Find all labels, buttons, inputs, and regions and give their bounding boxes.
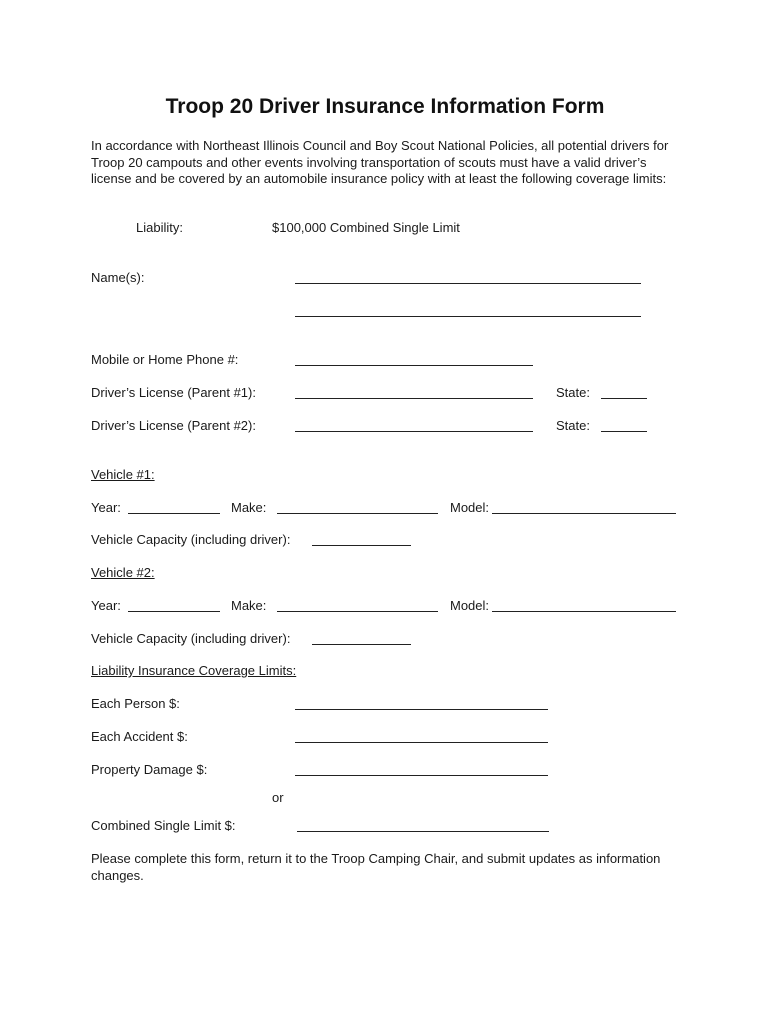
property-damage-line[interactable] bbox=[295, 775, 548, 776]
vehicle1-year-label: Year: bbox=[91, 500, 121, 515]
name-line-2[interactable] bbox=[295, 316, 641, 317]
license2-label: Driver’s License (Parent #2): bbox=[91, 418, 256, 433]
page-title: Troop 20 Driver Insurance Information Form bbox=[165, 95, 605, 118]
footer-instructions: Please complete this form, return it to the Troop Camping Chair, and submit updates as information changes. bbox=[91, 851, 661, 883]
or-label: or bbox=[272, 790, 284, 805]
license1-label: Driver’s License (Parent #1): bbox=[91, 385, 256, 400]
vehicle1-make-line[interactable] bbox=[277, 513, 438, 514]
license2-state-line[interactable] bbox=[601, 431, 647, 432]
license1-line[interactable] bbox=[295, 398, 533, 399]
phone-label: Mobile or Home Phone #: bbox=[91, 352, 239, 367]
vehicle1-heading: Vehicle #1: bbox=[91, 467, 155, 482]
coverage-heading: Liability Insurance Coverage Limits: bbox=[91, 663, 297, 678]
vehicle2-model-line[interactable] bbox=[492, 611, 676, 612]
vehicle1-model-line[interactable] bbox=[492, 513, 676, 514]
vehicle2-year-label: Year: bbox=[91, 598, 121, 613]
license2-state-label: State: bbox=[556, 418, 590, 433]
vehicle1-make-label: Make: bbox=[231, 500, 267, 515]
vehicle1-year-line[interactable] bbox=[128, 513, 220, 514]
name-line-1[interactable] bbox=[295, 283, 641, 284]
each-accident-line[interactable] bbox=[295, 742, 548, 743]
vehicle2-heading: Vehicle #2: bbox=[91, 565, 155, 580]
vehicle2-capacity-line[interactable] bbox=[312, 644, 411, 645]
vehicle2-capacity-label: Vehicle Capacity (including driver): bbox=[91, 631, 291, 646]
license1-state-label: State: bbox=[556, 385, 590, 400]
license1-state-line[interactable] bbox=[601, 398, 647, 399]
combined-limit-label: Combined Single Limit $: bbox=[91, 818, 236, 833]
each-person-line[interactable] bbox=[295, 709, 548, 710]
names-label: Name(s): bbox=[91, 270, 145, 285]
phone-line[interactable] bbox=[295, 365, 533, 366]
intro-paragraph: In accordance with Northeast Illinois Council and Boy Scout National Policies, all potential drivers for Troop 20 campouts and other events involving transportation of scouts must have a valid driver’s license and be covered by an automobile insurance policy with at least the following coverage limits: bbox=[91, 138, 669, 186]
each-person-label: Each Person $: bbox=[91, 696, 180, 711]
vehicle2-model-label: Model: bbox=[450, 598, 490, 613]
each-accident-label: Each Accident $: bbox=[91, 729, 188, 744]
vehicle2-year-line[interactable] bbox=[128, 611, 220, 612]
license2-line[interactable] bbox=[295, 431, 533, 432]
vehicle1-model-label: Model: bbox=[450, 500, 490, 515]
liability-value: $100,000 Combined Single Limit bbox=[272, 220, 460, 235]
vehicle2-make-line[interactable] bbox=[277, 611, 438, 612]
vehicle2-make-label: Make: bbox=[231, 598, 267, 613]
combined-limit-line[interactable] bbox=[297, 831, 549, 832]
vehicle1-capacity-line[interactable] bbox=[312, 545, 411, 546]
vehicle1-capacity-label: Vehicle Capacity (including driver): bbox=[91, 532, 291, 547]
property-damage-label: Property Damage $: bbox=[91, 762, 208, 777]
liability-label: Liability: bbox=[136, 220, 183, 235]
